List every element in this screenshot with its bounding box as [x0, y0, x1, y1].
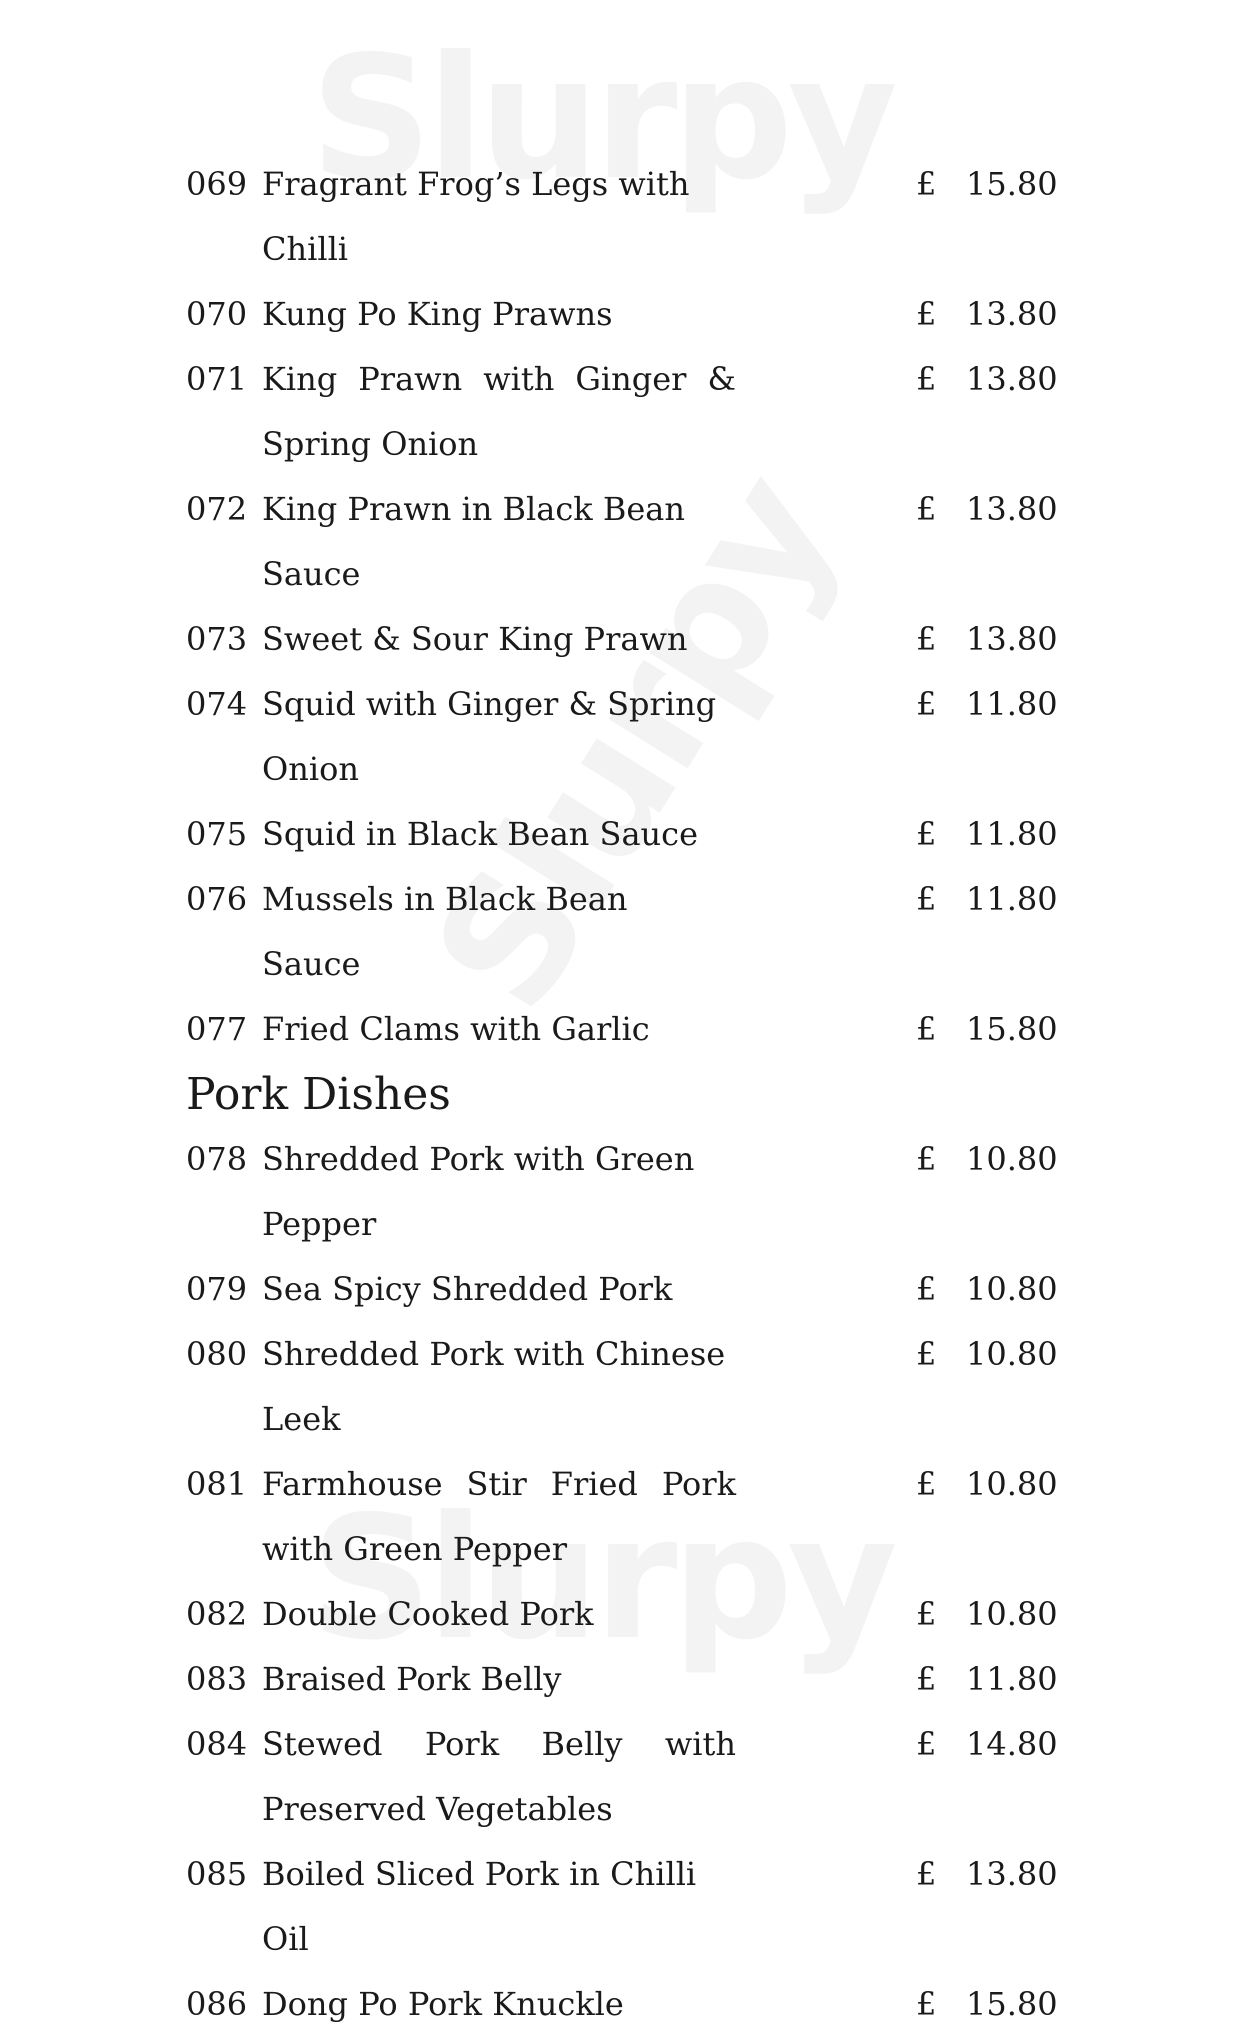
pork-list	[186, 1127, 1066, 2037]
currency-symbol: £	[916, 1660, 937, 1698]
item-code: 077	[186, 1010, 248, 1048]
item-code: 083	[186, 1660, 248, 1698]
item-code: 078	[186, 1140, 248, 1178]
currency-symbol: £	[916, 1270, 937, 1308]
item-name: Double Cooked Pork	[262, 1595, 594, 1633]
section-title: Pork Dishes	[186, 1069, 451, 1120]
item-name: King Prawn with Ginger & Spring Onion	[262, 360, 736, 463]
item-price: 13.80	[966, 295, 1058, 333]
item-code: 070	[186, 295, 248, 333]
currency-symbol: £	[916, 360, 937, 398]
item-code: 081	[186, 1465, 248, 1503]
currency-symbol: £	[916, 295, 937, 333]
item-code: 071	[186, 360, 248, 398]
menu-item	[186, 347, 1066, 477]
menu-item	[186, 282, 1066, 347]
menu-item	[186, 152, 1066, 282]
item-name: Shredded Pork with Chinese Leek	[262, 1335, 726, 1438]
currency-symbol: £	[916, 1855, 937, 1893]
currency-symbol: £	[916, 815, 937, 853]
menu-item	[186, 477, 1066, 607]
item-name: Shredded Pork with Green Pepper	[262, 1140, 695, 1243]
item-price: 11.80	[966, 685, 1058, 723]
menu-item	[186, 997, 1066, 1062]
seafood-list	[186, 152, 1066, 1062]
item-name: Squid in Black Bean Sauce	[262, 815, 699, 853]
item-name: Sweet & Sour King Prawn	[262, 620, 688, 658]
item-name: King Prawn in Black Bean Sauce	[262, 490, 685, 593]
item-code: 076	[186, 880, 248, 918]
item-price: 11.80	[966, 815, 1058, 853]
item-price: 14.80	[966, 1725, 1058, 1763]
menu-item	[186, 802, 1066, 867]
currency-symbol: £	[916, 1465, 937, 1503]
item-code: 075	[186, 815, 248, 853]
menu-item	[186, 1322, 1066, 1452]
currency-symbol: £	[916, 1140, 937, 1178]
menu-item	[186, 1582, 1066, 1647]
currency-symbol: £	[916, 1010, 937, 1048]
item-name: Braised Pork Belly	[262, 1660, 562, 1698]
item-code: 074	[186, 685, 248, 723]
currency-symbol: £	[916, 685, 937, 723]
menu-item	[186, 607, 1066, 672]
item-code: 080	[186, 1335, 248, 1373]
menu-item	[186, 672, 1066, 802]
currency-symbol: £	[916, 880, 937, 918]
item-price: 10.80	[966, 1595, 1058, 1633]
item-price: 13.80	[966, 620, 1058, 658]
item-code: 069	[186, 165, 248, 203]
item-price: 10.80	[966, 1335, 1058, 1373]
item-price: 11.80	[966, 1660, 1058, 1698]
menu-item	[186, 1452, 1066, 1582]
currency-symbol: £	[916, 1335, 937, 1373]
menu-item	[186, 1127, 1066, 1257]
currency-symbol: £	[916, 165, 937, 203]
item-name: Stewed Pork Belly with Preserved Vegetables	[262, 1725, 736, 1828]
item-name: Fried Clams with Garlic	[262, 1010, 650, 1048]
menu-item	[186, 1647, 1066, 1712]
item-name: Mussels in Black Bean Sauce	[262, 880, 628, 983]
item-name: Boiled Sliced Pork in Chilli Oil	[262, 1855, 697, 1958]
item-price: 10.80	[966, 1270, 1058, 1308]
currency-symbol: £	[916, 1595, 937, 1633]
item-name: Kung Po King Prawns	[262, 295, 613, 333]
item-price: 13.80	[966, 490, 1058, 528]
item-price: 15.80	[966, 1985, 1058, 2023]
item-price: 11.80	[966, 880, 1058, 918]
item-price: 13.80	[966, 360, 1058, 398]
currency-symbol: £	[916, 1725, 937, 1763]
item-code: 073	[186, 620, 248, 658]
item-name: Farmhouse Stir Fried Pork with Green Pepper	[262, 1465, 736, 1568]
menu-item	[186, 1712, 1066, 1842]
menu-page	[186, 152, 1066, 2037]
menu-item	[186, 867, 1066, 997]
item-name: Dong Po Pork Knuckle	[262, 1985, 624, 2023]
item-name: Sea Spicy Shredded Pork	[262, 1270, 673, 1308]
item-price: 10.80	[966, 1140, 1058, 1178]
item-code: 079	[186, 1270, 248, 1308]
menu-item	[186, 1972, 1066, 2037]
item-price: 13.80	[966, 1855, 1058, 1893]
item-code: 072	[186, 490, 248, 528]
item-price: 15.80	[966, 165, 1058, 203]
menu-item	[186, 1257, 1066, 1322]
item-code: 084	[186, 1725, 248, 1763]
currency-symbol: £	[916, 1985, 937, 2023]
item-name: Fragrant Frog’s Legs with Chilli	[262, 165, 690, 268]
item-price: 15.80	[966, 1010, 1058, 1048]
item-code: 086	[186, 1985, 248, 2023]
menu-item	[186, 1842, 1066, 1972]
currency-symbol: £	[916, 490, 937, 528]
item-code: 085	[186, 1855, 248, 1893]
item-price: 10.80	[966, 1465, 1058, 1503]
currency-symbol: £	[916, 620, 937, 658]
item-code: 082	[186, 1595, 248, 1633]
item-name: Squid with Ginger & Spring Onion	[262, 685, 717, 788]
